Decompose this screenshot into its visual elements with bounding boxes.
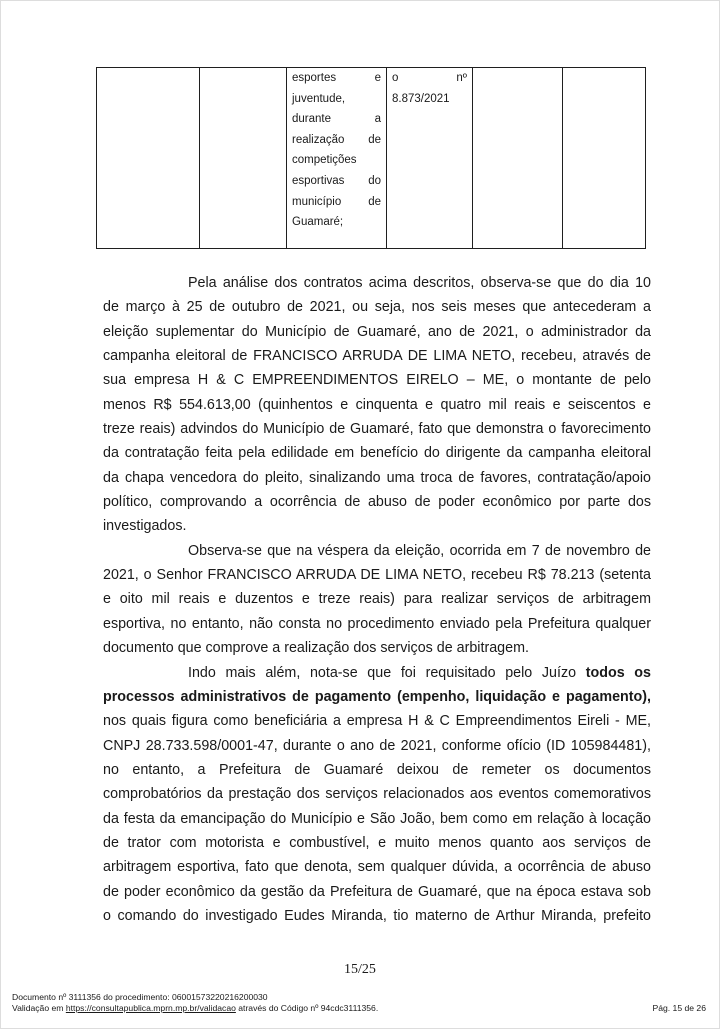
paragraph-line: menos R$ 554.613,00 (quinhentos e cinquenta e quatro mil reais e seiscentos e [103, 396, 651, 413]
paragraph-contract-analysis [103, 271, 651, 539]
footer-page-label: Pág. 15 de 26 [652, 1003, 706, 1013]
page-number: 15/25 [344, 962, 376, 977]
paragraph-line: de trator com motorista e combustível, e muito menos quanto aos serviços de [103, 834, 651, 851]
paragraph-line: e oito mil reais e duzentos e treze reais) para realizar serviços de arbitragem [103, 591, 651, 608]
paragraph-line: campanha eleitoral de FRANCISCO ARRUDA DE LIMA NETO, recebeu, através de [103, 348, 651, 365]
document-body [103, 271, 651, 928]
cell-text-line: juventude, [292, 92, 346, 105]
paragraph-line: investigados. [103, 518, 187, 535]
validation-link[interactable]: https://consultapublica.mprn.mp.br/validacao [65, 1003, 236, 1013]
paragraph-line: Observa-se que na véspera da eleição, ocorrida em 7 de novembro de [188, 542, 651, 559]
paragraph-line: arbitragem esportiva, fato que denota, sem qualquer dúvida, a ocorrência de abuso [103, 859, 651, 876]
paragraph-line: nos quais figura como beneficiária a empresa H & C Empreendimentos Eireli - ME, [103, 713, 651, 730]
cell-text-line: esportes e [292, 72, 381, 84]
cell-text-line: realização de [292, 133, 381, 146]
paragraph-line: da festa da emancipação do Município e São João, bem como em relação à locação [103, 810, 651, 827]
cell-text-line: o nº [392, 72, 467, 84]
table-cell-empty [563, 68, 646, 249]
paragraph-election-eve [103, 539, 651, 661]
paragraph-line: o comando do investigado Eudes Miranda, tio materno de Arthur Miranda, prefeito [103, 907, 651, 924]
contracts-table-continuation [96, 67, 646, 249]
paragraph-line [103, 661, 651, 685]
footer-document-id: Documento nº 3111356 do procedimento: 06001573220216200030 [12, 992, 268, 1002]
paragraph-line: da contratação feita pela edilidade em benefício do dirigente da campanha eleitoral [103, 445, 651, 462]
line-text: Indo mais além, nota-se que foi requisitado pelo Juízo [188, 664, 586, 681]
cell-text-line: 8.873/2021 [392, 92, 450, 105]
table-cell-empty [97, 68, 200, 249]
table-cell-object [287, 68, 387, 249]
cell-text-line: Guamaré; [292, 216, 344, 229]
table-cell-empty [200, 68, 287, 249]
paragraph-line: comprobatórios da prestação dos serviços relacionados aos eventos comemorativos [103, 786, 651, 803]
footer-validation-suffix: através do Código nº 94cdc3111356. [235, 1003, 379, 1013]
table-cell-empty [473, 68, 563, 249]
paragraph-line: eleição suplementar do Município de Guamaré, ano de 2021, o administrador da [103, 323, 651, 340]
paragraph-line: da chapa vencedora do pleito, sinalizando uma troca de favores, contratação/apoio [103, 469, 651, 486]
cell-text-line: esportivas do [292, 174, 381, 187]
paragraph-line: esportiva, no entanto, não consta no procedimento enviado pela Prefeitura qualquer [103, 615, 651, 632]
cell-text-line: competições [292, 154, 357, 167]
cell-text-line: durante a [292, 113, 381, 126]
bold-text: todos os [585, 664, 651, 681]
paragraph-line: documento que comprove a realização dos serviços de arbitragem. [103, 640, 529, 657]
validation-footer [12, 992, 708, 1014]
paragraph-line: CNPJ 28.733.598/0001-47, durante o ano de 2021, conforme ofício (ID 105984481), [103, 737, 651, 754]
paragraph-line: de poder econômico da gestão da Prefeitura de Guamaré, que na época estava sob [103, 883, 651, 900]
paragraph-line [103, 685, 651, 709]
paragraph-line: sua empresa H & C EMPREENDIMENTOS EIRELO – ME, o montante de pelo [103, 372, 651, 389]
paragraph-requested-processes [103, 661, 651, 929]
paragraph-line: no entanto, a Prefeitura de Guamaré deixou de remeter os documentos [103, 761, 651, 778]
table-cell-reference [387, 68, 473, 249]
paragraph-line: treze reais) advindos do Município de Guamaré, fato que demonstra o favorecimento [103, 421, 651, 438]
table-row [97, 68, 646, 249]
paragraph-line: 2021, o Senhor FRANCISCO ARRUDA DE LIMA NETO, recebeu R$ 78.213 (setenta [103, 567, 651, 584]
cell-text-line: município de [292, 195, 381, 208]
paragraph-line: político, comprovando a ocorrência de abuso de poder econômico por parte dos [103, 494, 651, 511]
footer-validation-line [12, 1003, 708, 1014]
footer-validation-prefix: Validação em [12, 1003, 66, 1013]
paragraph-line: Pela análise dos contratos acima descritos, observa-se que do dia 10 [188, 275, 651, 291]
bold-text: processos administrativos de pagamento (empenho, liquidação e pagamento), [103, 688, 651, 705]
paragraph-line: de março à 25 de outubro de 2021, ou seja, nos seis meses que antecederam a [103, 299, 651, 316]
